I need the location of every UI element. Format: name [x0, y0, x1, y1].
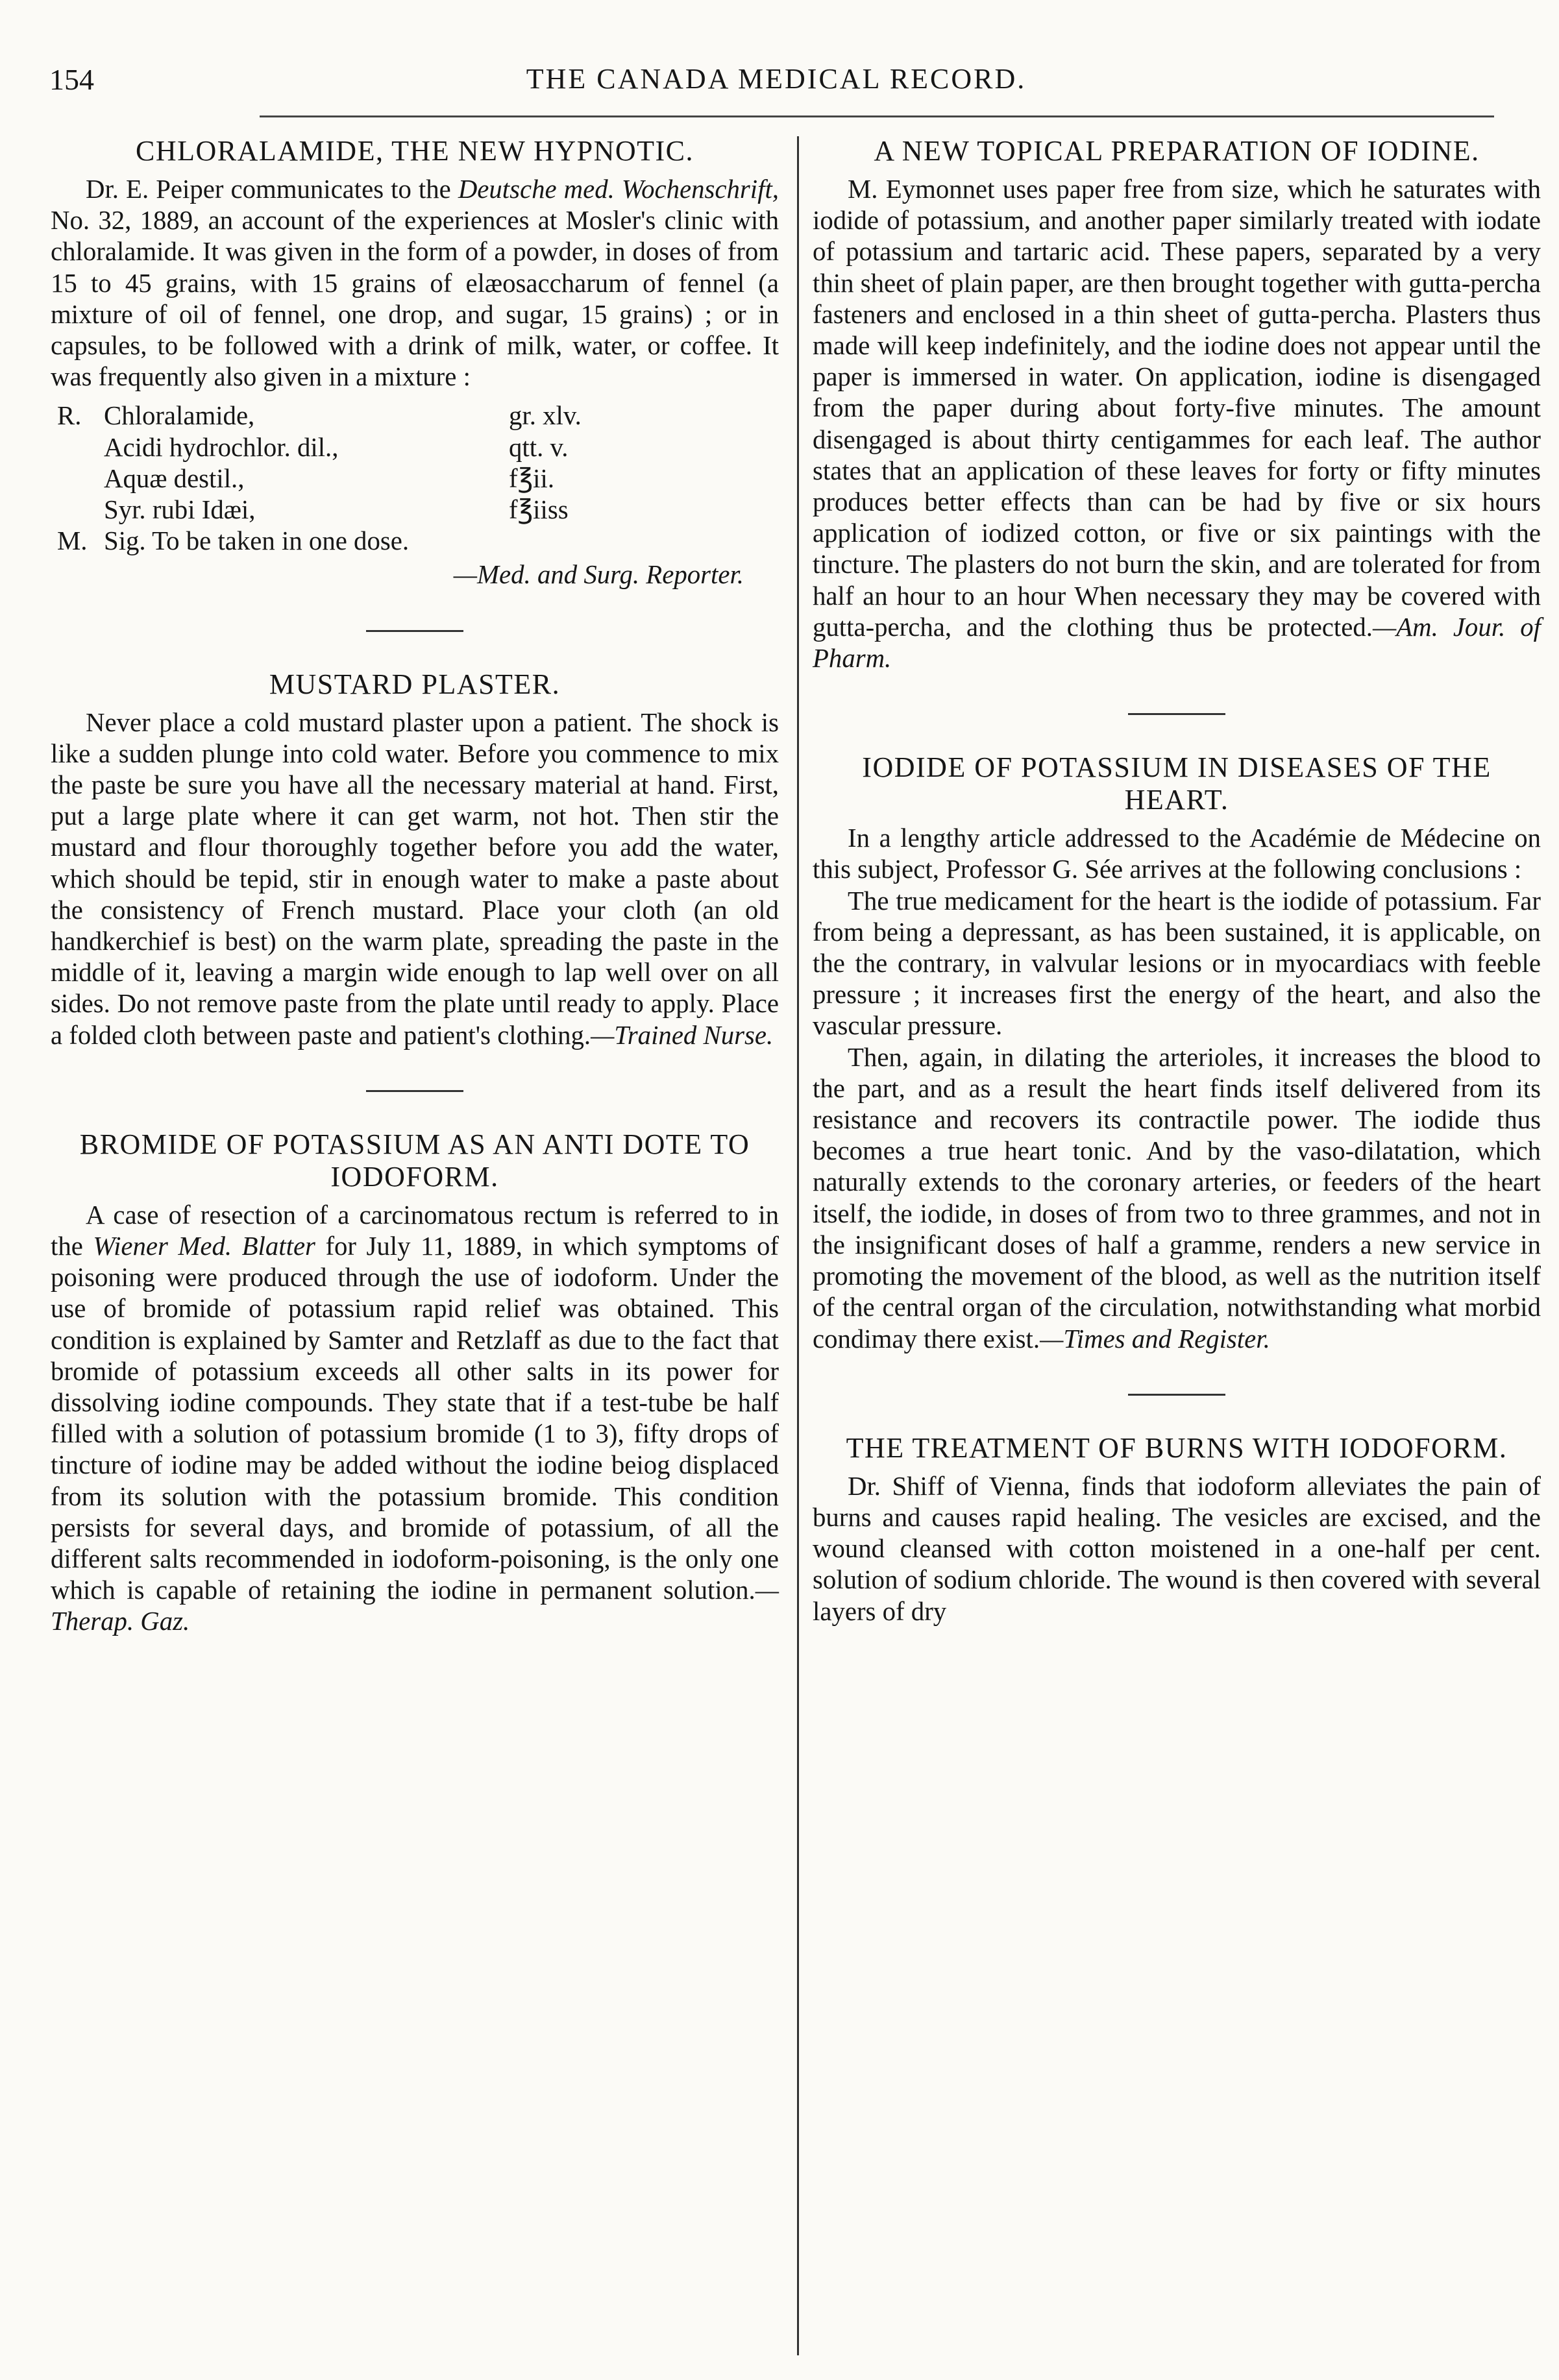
article-paragraph: [51, 1200, 779, 1638]
article-burns-iodoform: [813, 1432, 1541, 1627]
prescription-item: Chloralamide,: [104, 401, 255, 431]
article-paragraph: [813, 174, 1541, 674]
text-run: Then, again, in dilating the arterioles, it increases the blood to the part, and as a result the heart finds itself delivered from its resistance and recovers its contractile power. The iodide thus becomes a true heart tonic. And by the vaso-dilatation, which naturally extends to the coronary arteries, or feeders of the heart itself, the iodide, in doses of from two to three grammes, and not in the insignificant doses of half a gramme, renders a new service in promoting the movement of the blood, as well as the nutrition itself of the central organ of the circulation, notwithstanding what morbid condimay there exist.: [813, 1042, 1541, 1354]
article-paragraph: In a lengthy article addressed to the Académie de Médecine on this subject, Professor G. Sée arrives at the following conclusions :: [813, 823, 1541, 884]
text-run: for July 11, 1889, in which symptoms of poisoning were produced through the use of iodoform. Under the use of bromide of potassium rapid relief was obtained. This condition is explained by Samter and Retzlaff as due to the fact that bromide of potassium exceeds all other salts in its power for dissolving iodine compounds. They state that if a test-tube be half filled with a solution of potassium bromide (1 to 3), fifty drops of tincture of iodine may be added without the iodine beiog displaced from its solution with the potassium bromide. This condition persists for several days, and bromide of potassium, of all the different salts recommended in iodoform-poisoning, is the only one which is capable of retaining the iodine in permanent solution.: [51, 1232, 780, 1605]
article-paragraph: The true medicament for the heart is the iodide of potassium. Far from being a depressant, as has been sustained, it is applicable, on the the contrary, in valvular lesions or in myocardiacs with feeble pressure ; it increases first the energy of the heart, and also the vascular pressure.: [813, 886, 1541, 1041]
prescription: [51, 400, 779, 557]
prescription-mark: [51, 432, 104, 463]
section-separator: [1128, 713, 1225, 715]
article-paragraph: [813, 1042, 1541, 1355]
article-title: MUSTARD PLASTER.: [269, 668, 561, 700]
section-separator: [366, 1090, 463, 1092]
prescription-mark: [51, 463, 104, 494]
text-run: Never place a cold mustard plaster upon a patient. The shock is like a sudden plunge into cold water. Before you commence to mix the paste be sure you have all the necessary material at hand. First, put a large plate where it can get warm, not hot. Then stir the mustard and flour thoroughly together before you add the water, which should be tepid, stir in enough water to make a paste about the consistency of French mustard. Place your cloth (an old handkerchief is best) on the warm plate, spreading the paste in the middle of it, leaving a margin wide enough to lap well over on all sides. Do not remove paste from the plate until ready to apply. Place a folded cloth between paste and patient's clothing.: [51, 707, 779, 1050]
text-run: No. 32, 1889, an account of the experiences at Mosler's clinic with chloralamide. It was given in the form of a powder, in doses of from 15 to 45 grains, with 15 grains of elæosaccharum of fennel (a mixture of oil of fennel, one drop, and sugar, 15 grains) ; or in capsules, to be followed with a drink of milk, water, or coffee. It was frequently also given in a mixture :: [51, 206, 779, 392]
section-separator: [366, 630, 463, 632]
prescription-sig-mark: M.: [57, 526, 88, 556]
prescription-item: Aquæ destil.,: [104, 463, 245, 493]
article-paragraph: Dr. Shiff of Vienna, finds that iodoform alleviates the pain of burns and causes rapid healing. The vesicles are excised, and the wound cleansed with cotton moistened in a one-half per cent. solution of sodium chloride. The wound is then covered with several layers of dry: [813, 1471, 1541, 1626]
article-source: —Med. and Surg. Reporter.: [453, 560, 744, 590]
text-run: Dr. E. Peiper communicates to the: [86, 175, 458, 204]
article-topical-iodine: [813, 135, 1541, 674]
article-source: —Times and Register.: [1040, 1324, 1270, 1354]
article-mustard-plaster: [51, 668, 779, 1051]
right-column: [813, 135, 1541, 1627]
article-source: —Therap. Gaz.: [51, 1575, 779, 1636]
prescription-dose: qtt. v.: [509, 432, 569, 462]
article-title: THE TREATMENT OF BURNS WITH IODOFORM.: [846, 1431, 1508, 1464]
article-title: CHLORALAMIDE, THE NEW HYPNOTIC.: [135, 135, 694, 167]
article-title: IODIDE OF POTASSIUM IN DISEASES OF THE HEART.: [862, 751, 1491, 816]
prescription-dose: gr. xlv.: [509, 401, 582, 431]
prescription-mark: [51, 494, 104, 526]
article-iodide-heart: [813, 751, 1541, 1354]
prescription-sig-row: [51, 526, 779, 557]
prescription-row: [51, 400, 779, 431]
journal-name: Wiener Med. Blatter: [93, 1232, 315, 1261]
text-run: M. Eymonnet uses paper free from size, which he saturates with iodide of potassium, and another paper similarly treated with iodate of potassium and tartaric acid. These papers, separated by a very thin sheet of plain paper, are then brought together with gutta-percha fasteners and enclosed in a thin sheet of gutta-percha. Plasters thus made will keep indefinitely, and the iodine does not appear until the paper is immersed in water. On application, iodine is disengaged from the paper during about forty-five minutes. The amount disengaged is about thirty centigammes for each leaf. The author states that an application of these leaves for forty or fifty minutes produces better effects than can be had by five or six hours application of iodized cotton, or five or six paintings with the tincture. The plasters do not burn the skin, and are tolerated for from half an hour to an hour When necessary they may be covered with gutta-percha, and the clothing thus be protected.: [813, 175, 1541, 642]
prescription-dose: f℥iiss: [509, 494, 569, 524]
left-column: [51, 135, 779, 1638]
article-source: —Am. Jour. of Pharm.: [813, 612, 1541, 674]
prescription-item: Syr. rubi Idæi,: [104, 494, 256, 524]
prescription-row: [51, 494, 779, 526]
prescription-sig: Sig. To be taken in one dose.: [104, 526, 410, 556]
page-number: 154: [49, 63, 94, 96]
prescription-item: Acidi hydrochlor. dil.,: [104, 432, 339, 462]
page-header: [45, 62, 1507, 114]
prescription-dose: f℥ii.: [509, 463, 555, 493]
article-paragraph: [51, 174, 779, 393]
prescription-row: [51, 432, 779, 463]
text-run: A case of resection of a carcinomatous rectum is referred to in the: [51, 1200, 779, 1261]
prescription-mark: R.: [57, 401, 82, 431]
column-divider: [797, 136, 799, 2355]
prescription-row: [51, 463, 779, 494]
article-bromide: [51, 1128, 779, 1638]
header-rule: [260, 115, 1494, 117]
article-title: A NEW TOPICAL PREPARATION OF IODINE.: [874, 135, 1480, 167]
section-separator: [1128, 1394, 1225, 1396]
running-title: THE CANADA MEDICAL RECORD.: [526, 63, 1027, 95]
article-source: —Trained Nurse.: [591, 1020, 774, 1050]
journal-name: Deutsche med. Wochenschrift,: [458, 175, 779, 204]
article-chloralamide: [51, 135, 779, 591]
article-paragraph: [51, 707, 779, 1051]
article-title: BROMIDE OF POTASSIUM AS AN ANTI DOTE TO IODOFORM.: [79, 1128, 750, 1193]
